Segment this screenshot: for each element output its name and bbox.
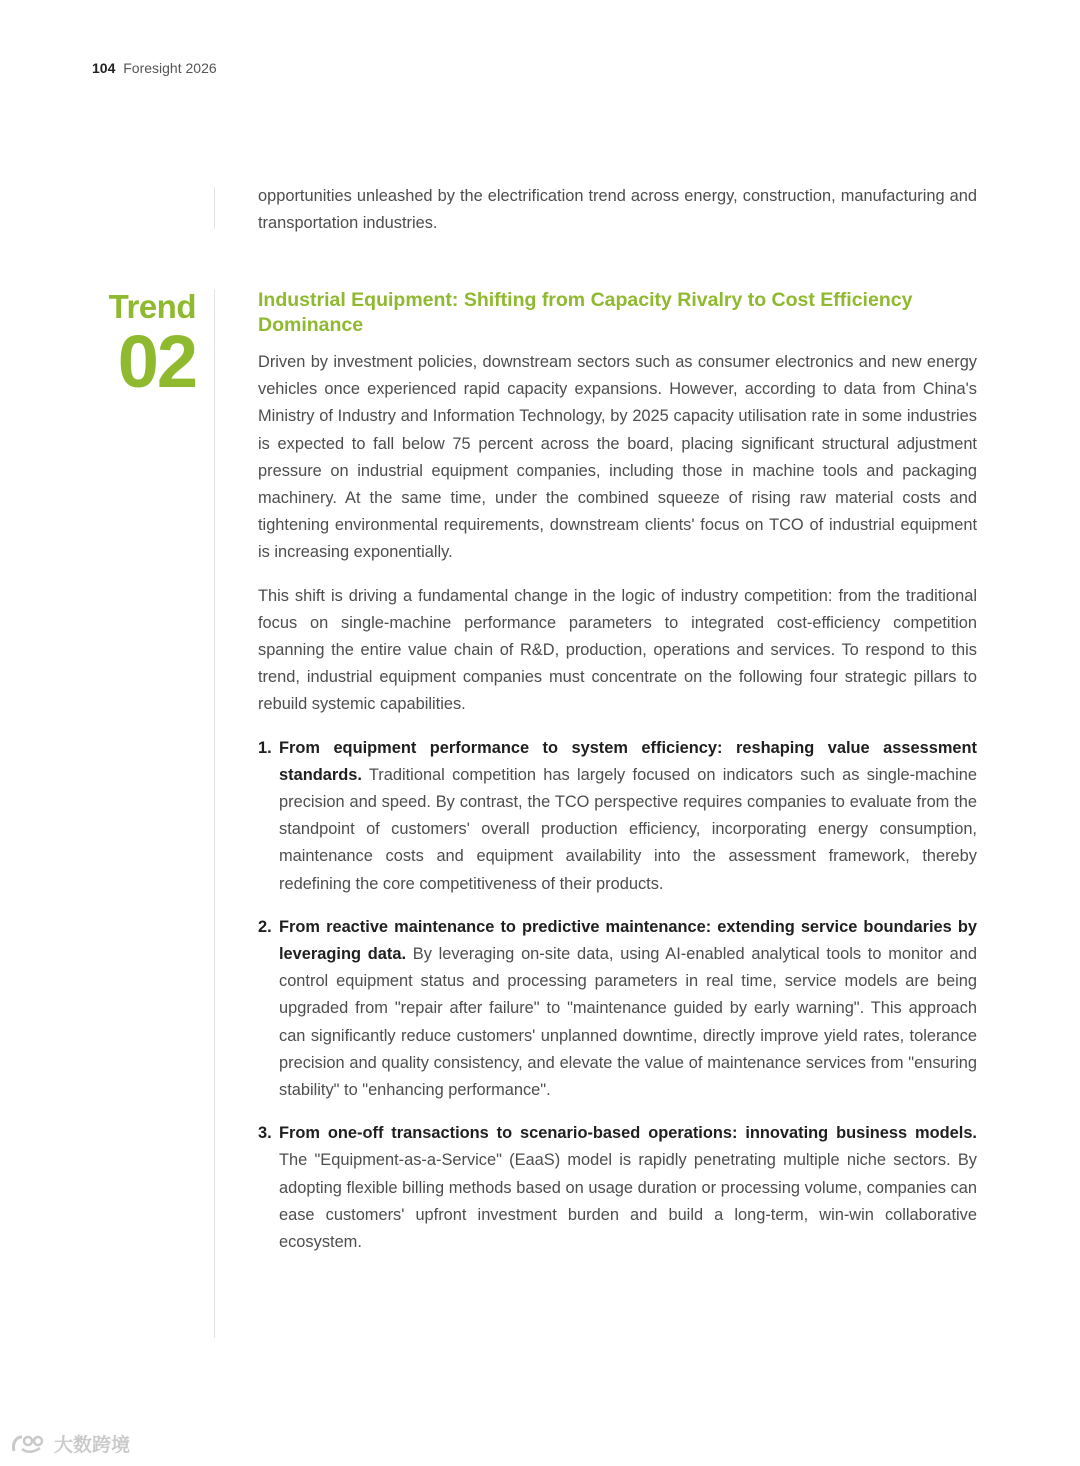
watermark bbox=[10, 1430, 130, 1457]
page-header bbox=[92, 60, 217, 76]
list-item-lead: From equipment performance to system efficiency: reshaping value assessment standards. bbox=[279, 738, 977, 784]
list-item-text: Traditional competition has largely focused on indicators such as single-machine precision and speed. By contrast, the TCO perspective requires companies to evaluate from the standpoint of customers' overall production efficiency, incorporating energy consumption, maintenance costs and equipment availability into the assessment framework, thereby redefining the core competitiveness of their products. bbox=[279, 765, 977, 893]
list-number: 2. bbox=[258, 917, 272, 936]
list-item-text: By leveraging on-site data, using AI-enabled analytical tools to monitor and control equipment status and processing parameters in real time, service models are being upgraded from "repair after failure" to "maintenance guided by early warning". This approach can significantly reduce customers' unplanned downtime, directly improve yield rates, tolerance precision and quality consistency, and elevate the value of maintenance services from "ensuring stability" to "enhancing performance". bbox=[279, 945, 978, 1100]
publication-title: Foresight 2026 bbox=[123, 60, 217, 76]
watermark-text: 大数跨境 bbox=[54, 1435, 131, 1456]
section-divider bbox=[214, 290, 215, 1338]
list-item bbox=[258, 914, 977, 1104]
list-item bbox=[258, 1120, 977, 1256]
list-number: 3. bbox=[258, 1124, 272, 1143]
trend-label: Trend bbox=[108, 288, 196, 325]
intro-paragraph: opportunities unleashed by the electrification trend across energy, construction, manufacturing and transportation industries. bbox=[258, 187, 977, 233]
pillars-list bbox=[258, 735, 977, 1257]
list-item-lead: From one-off transactions to scenario-based operations: innovating business models. bbox=[279, 1124, 977, 1143]
list-item-lead: From reactive maintenance to predictive maintenance: extending service boundaries by leveraging data. bbox=[279, 917, 977, 964]
body-paragraph: This shift is driving a fundamental change in the logic of industry competition: from the traditional focus on single-machine performance parameters to integrated cost-efficiency competition spanning the entire value chain of R&D, production, operations and services. To respond to this trend, industrial equipment companies must concentrate on the following four strategic pillars to rebuild systemic capabilities. bbox=[258, 586, 977, 714]
body-paragraph: Driven by investment policies, downstream sectors such as consumer electronics and new energy vehicles once experienced rapid capacity expansions. However, according to data from China's Ministry of Industry and Information Technology, by 2025 capacity utilisation rate in some industries is expected to fall below 75 percent across the board, placing significant structural adjustment pressure on industrial equipment companies, including those in machine tools and packaging machinery. At the same time, under the combined squeeze of rising raw material costs and tightening environmental requirements, downstream clients' focus on TCO of industrial equipment is increasing exponentially. bbox=[258, 353, 977, 562]
page-number: 104 bbox=[92, 60, 116, 76]
intro-block bbox=[258, 183, 977, 237]
trend-marker bbox=[100, 288, 196, 403]
section-content bbox=[258, 288, 977, 1272]
list-item bbox=[258, 735, 977, 898]
trend-number: 02 bbox=[117, 320, 196, 403]
list-number: 1. bbox=[258, 738, 272, 757]
watermark-logo-icon bbox=[10, 1433, 50, 1455]
intro-divider bbox=[214, 187, 215, 229]
section-title: Industrial Equipment: Shifting from Capacity Rivalry to Cost Efficiency Dominance bbox=[258, 289, 913, 336]
list-item-text: The "Equipment-as-a-Service" (EaaS) model is rapidly penetrating multiple niche sectors. By adopting flexible billing methods based on usage duration or processing volume, companies can ease customers' upfront investment burden and build a long-term, win-win collaborative ecosystem. bbox=[279, 1151, 977, 1252]
